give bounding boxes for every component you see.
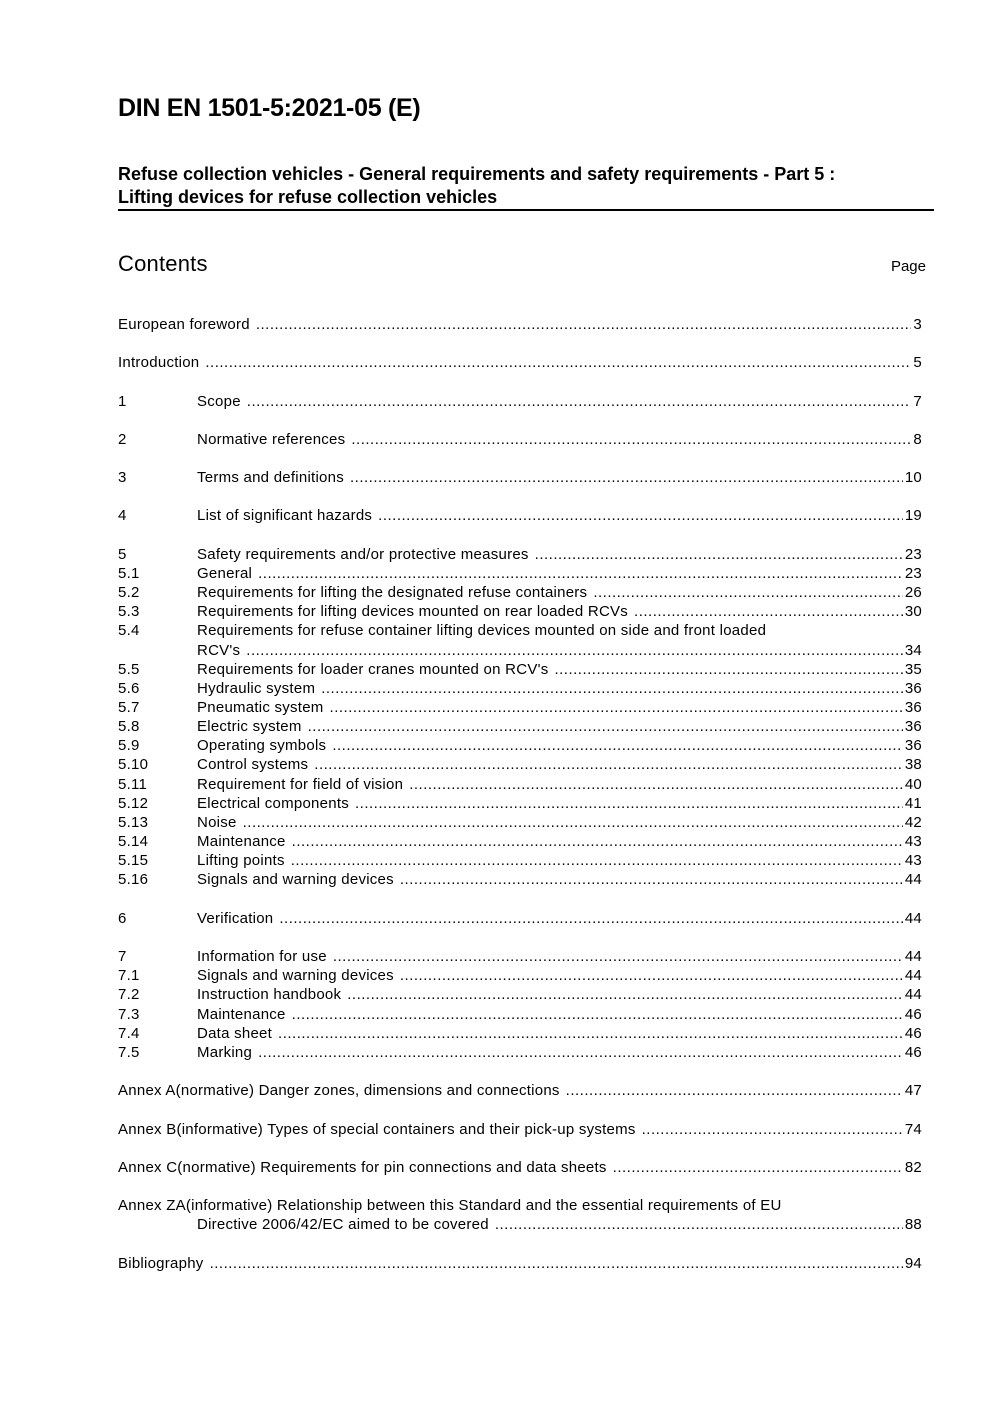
toc-page: 82 (904, 1159, 922, 1176)
toc-leader (613, 1158, 903, 1177)
toc-leader (347, 985, 903, 1004)
toc-text: Introduction (118, 354, 200, 371)
toc-page: 36 (904, 718, 922, 735)
toc-number: 7 (118, 948, 127, 965)
toc-entry-annex-za-continued[interactable] (118, 1215, 922, 1234)
toc-leader (292, 1005, 903, 1024)
toc-entry-5-5[interactable] (118, 660, 922, 679)
toc-text: Information for use (197, 948, 327, 965)
toc-leader (593, 583, 903, 602)
toc-entry-7-5[interactable] (118, 1043, 922, 1062)
toc-page: 36 (904, 699, 922, 716)
toc-page: 44 (904, 967, 922, 984)
toc-number: 5.9 (118, 737, 140, 754)
toc-number: 2 (118, 431, 127, 448)
toc-entry-5-4[interactable] (118, 621, 922, 640)
toc-number: 5.13 (118, 814, 149, 831)
toc-text: Operating symbols (197, 737, 327, 754)
toc-leader (355, 794, 903, 813)
toc-page: 35 (904, 661, 922, 678)
toc-text-continued: RCV's (197, 642, 241, 659)
toc-entry-5-4-continued[interactable] (118, 641, 922, 660)
toc-entry-5-8[interactable] (118, 717, 922, 736)
toc-entry-bibliography[interactable] (118, 1254, 922, 1273)
toc-number: 5.11 (118, 776, 148, 793)
toc-leader (279, 909, 902, 928)
toc-entry-5-1[interactable] (118, 564, 922, 583)
toc-page: 43 (904, 833, 922, 850)
toc-page: 42 (904, 814, 922, 831)
toc-number: 5.4 (118, 622, 140, 639)
subtitle-line-1: Refuse collection vehicles - General requirements and safety requirements - Part 5 : (118, 164, 836, 184)
toc-page: 44 (904, 986, 922, 1003)
toc-leader (308, 717, 903, 736)
toc-entry-annex-b[interactable] (118, 1120, 922, 1139)
toc-text: Maintenance (197, 1006, 286, 1023)
toc-leader (409, 775, 903, 794)
toc-text: Lifting points (197, 852, 285, 869)
toc-entry-5-12[interactable] (118, 794, 922, 813)
toc-text: Requirements for loader cranes mounted on RCV's (197, 661, 549, 678)
toc-leader (535, 545, 903, 564)
toc-entry-european-foreword[interactable] (118, 315, 922, 334)
toc-page: 30 (904, 603, 922, 620)
toc-entry-5-15[interactable] (118, 851, 922, 870)
toc-page: 38 (904, 756, 922, 773)
toc-leader (246, 641, 903, 660)
toc-leader (332, 736, 903, 755)
toc-leader (291, 851, 903, 870)
toc-text: Requirements for lifting the designated refuse containers (197, 584, 588, 601)
toc-text: Control systems (197, 756, 309, 773)
toc-entry-7-1[interactable] (118, 966, 922, 985)
toc-text: Terms and definitions (197, 469, 344, 486)
toc-entry-annex-za[interactable] (118, 1196, 922, 1215)
title-divider (118, 209, 934, 211)
toc-leader (400, 870, 903, 889)
toc-entry-7-4[interactable] (118, 1024, 922, 1043)
toc-leader (634, 602, 903, 621)
toc-leader (554, 660, 902, 679)
toc-leader (247, 392, 912, 411)
toc-page: 94 (904, 1255, 922, 1272)
subtitle-line-2: Lifting devices for refuse collection vehicles (118, 187, 498, 207)
toc-number: 7.5 (118, 1044, 140, 1061)
toc-page: 40 (904, 776, 922, 793)
toc-page: 26 (904, 584, 922, 601)
toc-leader (243, 813, 903, 832)
toc-entry-6[interactable] (118, 909, 922, 928)
toc-entry-introduction[interactable] (118, 353, 922, 372)
toc-text: European foreword (118, 316, 250, 333)
toc-entry-5-3[interactable] (118, 602, 922, 621)
toc-number: 1 (118, 393, 127, 410)
toc-page: 74 (904, 1121, 922, 1138)
toc-leader (205, 353, 911, 372)
toc-entry-4[interactable] (118, 506, 922, 525)
toc-text: Noise (197, 814, 237, 831)
toc-number: 5.3 (118, 603, 140, 620)
toc-leader (314, 755, 903, 774)
toc-text: Annex C(normative) Requirements for pin connections and data sheets (118, 1159, 607, 1176)
toc-page: 44 (904, 910, 922, 927)
toc-number: 5.16 (118, 871, 149, 888)
toc-page: 7 (913, 393, 922, 410)
toc-entry-annex-c[interactable] (118, 1158, 922, 1177)
toc-entry-7-3[interactable] (118, 1005, 922, 1024)
toc-leader (258, 564, 903, 583)
toc-leader (292, 832, 903, 851)
toc-text: Requirements for lifting devices mounted on rear loaded RCVs (197, 603, 629, 620)
toc-number: 5.7 (118, 699, 140, 716)
toc-page: 43 (904, 852, 922, 869)
toc-text: Bibliography (118, 1255, 204, 1272)
toc-text: Hydraulic system (197, 680, 316, 697)
toc-text: Normative references (197, 431, 346, 448)
toc-text: Maintenance (197, 833, 286, 850)
toc-number: 5.10 (118, 756, 149, 773)
toc-text: Data sheet (197, 1025, 273, 1042)
toc-entry-5-16[interactable] (118, 870, 922, 889)
toc-text: Annex ZA(informative) Relationship between this Standard and the essential requirements of EU (118, 1197, 782, 1214)
toc-entry-3[interactable] (118, 468, 922, 487)
toc-text: General (197, 565, 253, 582)
toc-leader (495, 1215, 903, 1234)
contents-heading: Contents (118, 251, 208, 276)
toc-leader (400, 966, 903, 985)
toc-text: Verification (197, 910, 274, 927)
toc-entry-2[interactable] (118, 430, 922, 449)
toc-text: Instruction handbook (197, 986, 342, 1003)
toc-page: 46 (904, 1044, 922, 1061)
page-column-heading: Page (890, 258, 926, 275)
toc-entry-5[interactable] (118, 545, 922, 564)
toc-page: 88 (904, 1216, 922, 1233)
toc-page: 44 (904, 948, 922, 965)
toc-entry-5-6[interactable] (118, 679, 922, 698)
toc-leader (210, 1254, 903, 1273)
toc-text: List of significant hazards (197, 507, 373, 524)
toc-entry-7-2[interactable] (118, 985, 922, 1004)
toc-number: 5.15 (118, 852, 149, 869)
toc-leader (351, 430, 911, 449)
toc-text: Electric system (197, 718, 302, 735)
toc-text: Marking (197, 1044, 253, 1061)
toc-leader (330, 698, 903, 717)
toc-leader (321, 679, 903, 698)
toc-page: 34 (904, 642, 922, 659)
toc-number: 5 (118, 546, 127, 563)
toc-leader (642, 1120, 903, 1139)
toc-number: 5.6 (118, 680, 140, 697)
toc-number: 7.2 (118, 986, 140, 1003)
toc-leader (333, 947, 903, 966)
toc-number: 4 (118, 507, 127, 524)
toc-number: 7.1 (118, 967, 140, 984)
toc-entry-5-13[interactable] (118, 813, 922, 832)
toc-page: 36 (904, 737, 922, 754)
toc-number: 6 (118, 910, 127, 927)
toc-page: 41 (904, 795, 922, 812)
toc-leader (566, 1081, 903, 1100)
toc-page: 3 (913, 316, 922, 333)
toc-leader (378, 506, 903, 525)
toc-page: 47 (904, 1082, 922, 1099)
document-subtitle (118, 163, 932, 209)
toc-text-continued: Directive 2006/42/EC aimed to be covered (197, 1216, 489, 1233)
toc-text: Annex B(informative) Types of special containers and their pick-up systems (118, 1121, 636, 1138)
toc-number: 5.5 (118, 661, 140, 678)
toc-page: 19 (904, 507, 922, 524)
toc-page: 23 (904, 565, 922, 582)
toc-entry-5-10[interactable] (118, 755, 922, 774)
toc-number: 7.3 (118, 1006, 140, 1023)
toc-entry-5-11[interactable] (118, 775, 922, 794)
toc-page: 36 (904, 680, 922, 697)
toc-leader (350, 468, 903, 487)
toc-text: Safety requirements and/or protective measures (197, 546, 529, 563)
toc-entry-7[interactable] (118, 947, 922, 966)
toc-text: Scope (197, 393, 241, 410)
toc-entry-5-2[interactable] (118, 583, 922, 602)
toc-page: 23 (904, 546, 922, 563)
toc-page: 8 (913, 431, 922, 448)
toc-number: 7.4 (118, 1025, 140, 1042)
toc-leader (256, 315, 912, 334)
toc-page: 10 (904, 469, 922, 486)
toc-leader (278, 1024, 903, 1043)
toc-number: 3 (118, 469, 127, 486)
toc-number: 5.12 (118, 795, 149, 812)
document-id: DIN EN 1501-5:2021-05 (E) (118, 94, 421, 122)
toc-text: Annex A(normative) Danger zones, dimensions and connections (118, 1082, 560, 1099)
toc-entry-5-14[interactable] (118, 832, 922, 851)
toc-text: Signals and warning devices (197, 871, 394, 888)
toc-entry-annex-a[interactable] (118, 1081, 922, 1100)
toc-page: 44 (904, 871, 922, 888)
toc-text: Signals and warning devices (197, 967, 394, 984)
toc-text: Requirements for refuse container lifting devices mounted on side and front loaded (197, 622, 767, 639)
toc-entry-5-7[interactable] (118, 698, 922, 717)
toc-number: 5.8 (118, 718, 140, 735)
toc-entry-1[interactable] (118, 392, 922, 411)
toc-entry-5-9[interactable] (118, 736, 922, 755)
toc-page: 5 (913, 354, 922, 371)
toc-leader (258, 1043, 903, 1062)
toc-number: 5.14 (118, 833, 149, 850)
toc-text: Pneumatic system (197, 699, 324, 716)
toc-number: 5.1 (118, 565, 140, 582)
toc-number: 5.2 (118, 584, 140, 601)
toc-text: Electrical components (197, 795, 349, 812)
toc-page: 46 (904, 1006, 922, 1023)
toc-text: Requirement for field of vision (197, 776, 404, 793)
toc-page: 46 (904, 1025, 922, 1042)
